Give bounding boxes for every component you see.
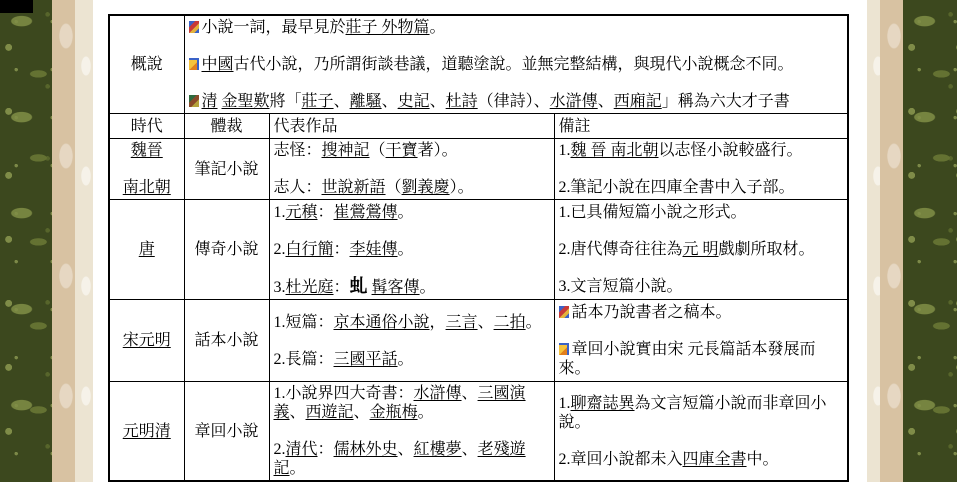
text: 戲劇所取材。	[718, 241, 815, 258]
text: 1.已具備短篇小說之形式。	[558, 204, 747, 221]
text: 2.長篇：	[273, 350, 334, 368]
header-row	[109, 114, 848, 139]
paragraph	[559, 303, 844, 322]
notes-cell	[554, 382, 848, 482]
paragraph	[559, 277, 844, 296]
underlined-title-text: 南北朝	[122, 179, 171, 196]
text: 1.小說界四大奇書：	[273, 385, 414, 402]
table-row	[109, 139, 848, 200]
underlined-title-text: 四庫全書	[682, 450, 747, 468]
underlined-title-text: 清	[201, 93, 218, 110]
underlined-title-text: 元稹	[285, 203, 318, 221]
text: ：	[333, 278, 350, 296]
text: ：	[317, 441, 334, 458]
underlined-title-text: 水滸傳	[413, 385, 462, 402]
text: 志怪：	[273, 142, 322, 159]
bullet-icon	[559, 343, 569, 355]
underlined-title-text: 西廂記	[613, 93, 662, 110]
text: 1.	[273, 203, 286, 221]
text: 以志怪小說較盛行。	[658, 142, 803, 159]
paragraph	[559, 203, 844, 222]
text: 。	[419, 278, 436, 296]
text: 為文言短篇小說而非章回小說。	[558, 394, 827, 431]
genre-cell: 筆記小說	[184, 139, 269, 200]
text: 將「	[269, 93, 302, 110]
underlined-title-text: 魏 晉 南北朝	[570, 142, 659, 159]
underlined-title-text: 干寶	[385, 142, 418, 159]
paragraph	[114, 422, 180, 441]
paragraph	[274, 178, 550, 197]
paragraph	[114, 178, 180, 197]
left-cream-strip	[75, 0, 93, 482]
works-cell	[269, 139, 554, 200]
right-damask-pattern	[903, 0, 957, 482]
text: 。	[397, 240, 414, 258]
right-cream-strip	[867, 0, 880, 482]
era-cell	[109, 300, 184, 382]
underlined-title-text: 金瓶梅	[369, 404, 418, 421]
text: 著）。	[417, 142, 458, 159]
underlined-title-text: 西遊記	[305, 404, 354, 421]
text: （	[369, 142, 386, 159]
underlined-title-text: 劉義慶	[401, 179, 450, 196]
era-cell	[109, 139, 184, 200]
header-genre: 體裁	[184, 114, 269, 139]
works-cell	[269, 300, 554, 382]
underlined-title-text: 李娃傳	[349, 240, 398, 258]
text: 中。	[746, 450, 779, 468]
paragraph	[114, 331, 180, 350]
paragraph	[274, 240, 550, 259]
underlined-title-text: 儒林外史	[333, 441, 398, 458]
text: ）。	[449, 179, 474, 196]
underlined-title-text: 京本通俗小說	[333, 313, 430, 331]
text: 2.章回小說都未入	[558, 450, 683, 468]
underlined-title-text: 莊子 外物篇	[345, 19, 430, 36]
table-row	[109, 200, 848, 300]
genre-cell: 話本小說	[184, 300, 269, 382]
text: ，	[429, 313, 446, 331]
left-damask-pattern	[0, 0, 52, 482]
text: 、	[397, 441, 414, 458]
text: 」稱為六大才子書	[661, 93, 790, 110]
genre-cell: 傳奇小說	[184, 200, 269, 300]
text: 、	[333, 93, 350, 110]
underlined-title-text: 崔鶯鶯傳	[333, 203, 398, 221]
notes-cell	[554, 300, 848, 382]
underlined-title-text: 宋元明	[122, 332, 171, 349]
underlined-title-text: 老殘遊記	[273, 441, 526, 477]
paragraph	[559, 394, 844, 432]
notes-cell	[554, 200, 848, 300]
paragraph	[189, 55, 844, 74]
genre-cell: 章回小說	[184, 382, 269, 482]
overview-label: 概說	[130, 56, 163, 73]
text: 古代小說，乃所謂街談巷議，道聽塗說。並無完整結構，與現代小說概念不同。	[233, 56, 794, 73]
underlined-title-text: 離騷	[349, 93, 382, 110]
paragraph	[274, 384, 550, 422]
underlined-title-text: 莊子	[301, 93, 334, 110]
text: ：	[333, 240, 350, 258]
underlined-title-text: 三言	[445, 313, 478, 331]
text: 3.	[273, 278, 286, 296]
text: 。	[397, 203, 414, 221]
table-row	[109, 300, 848, 382]
text: 。	[289, 460, 306, 477]
paragraph	[274, 203, 550, 222]
underlined-title-text: 三國平話	[333, 350, 398, 368]
text: ：	[317, 203, 334, 221]
paragraph	[274, 440, 550, 478]
text: 小說一詞，最早見於	[201, 19, 346, 36]
novel-history-table	[108, 14, 849, 482]
underlined-title-text: 二拍	[493, 313, 526, 331]
black-corner	[0, 0, 33, 13]
text: 1.	[558, 142, 571, 159]
text: 。	[429, 19, 446, 36]
text: 3.文言短篇小說。	[558, 278, 683, 295]
paragraph	[559, 240, 844, 259]
works-cell	[269, 382, 554, 482]
text: 。	[417, 404, 434, 421]
paragraph	[274, 277, 550, 297]
text: 話本乃說書者之稿本。	[571, 304, 732, 321]
text: 2.唐代傳奇往往為	[558, 241, 683, 258]
works-cell	[269, 200, 554, 300]
text: （	[385, 179, 402, 196]
era-cell	[109, 382, 184, 482]
paragraph	[114, 141, 180, 160]
paragraph	[559, 178, 844, 197]
right-tan-strip	[880, 0, 903, 482]
text: 2.	[273, 240, 286, 258]
text: 、	[429, 93, 446, 110]
underlined-title-text: 元 明	[682, 241, 719, 258]
text: 。	[525, 313, 542, 331]
header-era: 時代	[109, 114, 184, 139]
paragraph	[274, 141, 550, 160]
text: 1.短篇：	[273, 313, 334, 331]
text: 、	[461, 441, 478, 458]
bullet-icon	[189, 95, 199, 107]
text: 章回小說實由宋 元長篇話本發展而來。	[558, 341, 816, 377]
paragraph	[189, 92, 844, 111]
underlined-title-text: 魏晉	[130, 142, 163, 159]
header-works: 代表作品	[269, 114, 554, 139]
text: 、	[289, 404, 306, 421]
underlined-title-text: 世說新語	[321, 179, 386, 196]
text: 志人：	[273, 179, 322, 196]
underlined-title-text: 杜光庭	[285, 278, 334, 296]
text: （律詩）、	[477, 93, 550, 110]
text: 。	[397, 350, 414, 368]
paragraph	[114, 240, 180, 259]
underlined-title-text: 三國演義	[273, 385, 526, 421]
paragraph	[559, 141, 844, 160]
underlined-title-text: 杜詩	[445, 93, 478, 110]
underlined-title-text: 白行簡	[285, 240, 334, 258]
header-notes: 備註	[554, 114, 848, 139]
paragraph	[274, 350, 550, 369]
underlined-title-text: 金聖歎	[221, 93, 270, 110]
underlined-title-text: 史記	[397, 93, 430, 110]
text: 、	[353, 404, 370, 421]
underlined-title-text: 水滸傳	[549, 93, 598, 110]
overview-row	[109, 15, 848, 114]
text: 、	[477, 313, 494, 331]
notes-cell	[554, 139, 848, 200]
underlined-title-text: 唐	[138, 241, 155, 258]
bullet-icon	[189, 21, 199, 33]
underlined-title-text: 中國	[201, 56, 234, 73]
paragraph	[559, 450, 844, 469]
text: 、	[381, 93, 398, 110]
text: 、	[461, 385, 478, 402]
underlined-title-text: 紅樓夢	[413, 441, 462, 458]
paragraph	[559, 340, 844, 378]
overview-label-cell	[109, 15, 184, 114]
paragraph	[274, 313, 550, 332]
underlined-title-text: 元明清	[122, 422, 171, 440]
underlined-title-text: 髯客傳	[371, 278, 420, 296]
text: 1.	[558, 394, 571, 412]
text: 虬	[349, 275, 368, 296]
underlined-title-text: 清代	[285, 441, 318, 458]
underlined-title-text: 聊齋誌異	[570, 394, 635, 412]
text: 2.	[273, 441, 286, 458]
underlined-title-text: 搜神記	[321, 142, 370, 159]
text: 、	[597, 93, 614, 110]
overview-content-cell	[184, 15, 848, 114]
bullet-icon	[559, 306, 569, 318]
left-tan-strip	[52, 0, 75, 482]
bullet-icon	[189, 58, 199, 70]
paragraph	[189, 18, 844, 37]
table-row	[109, 382, 848, 482]
era-cell	[109, 200, 184, 300]
text: 2.筆記小說在四庫全書中入子部。	[558, 179, 795, 196]
